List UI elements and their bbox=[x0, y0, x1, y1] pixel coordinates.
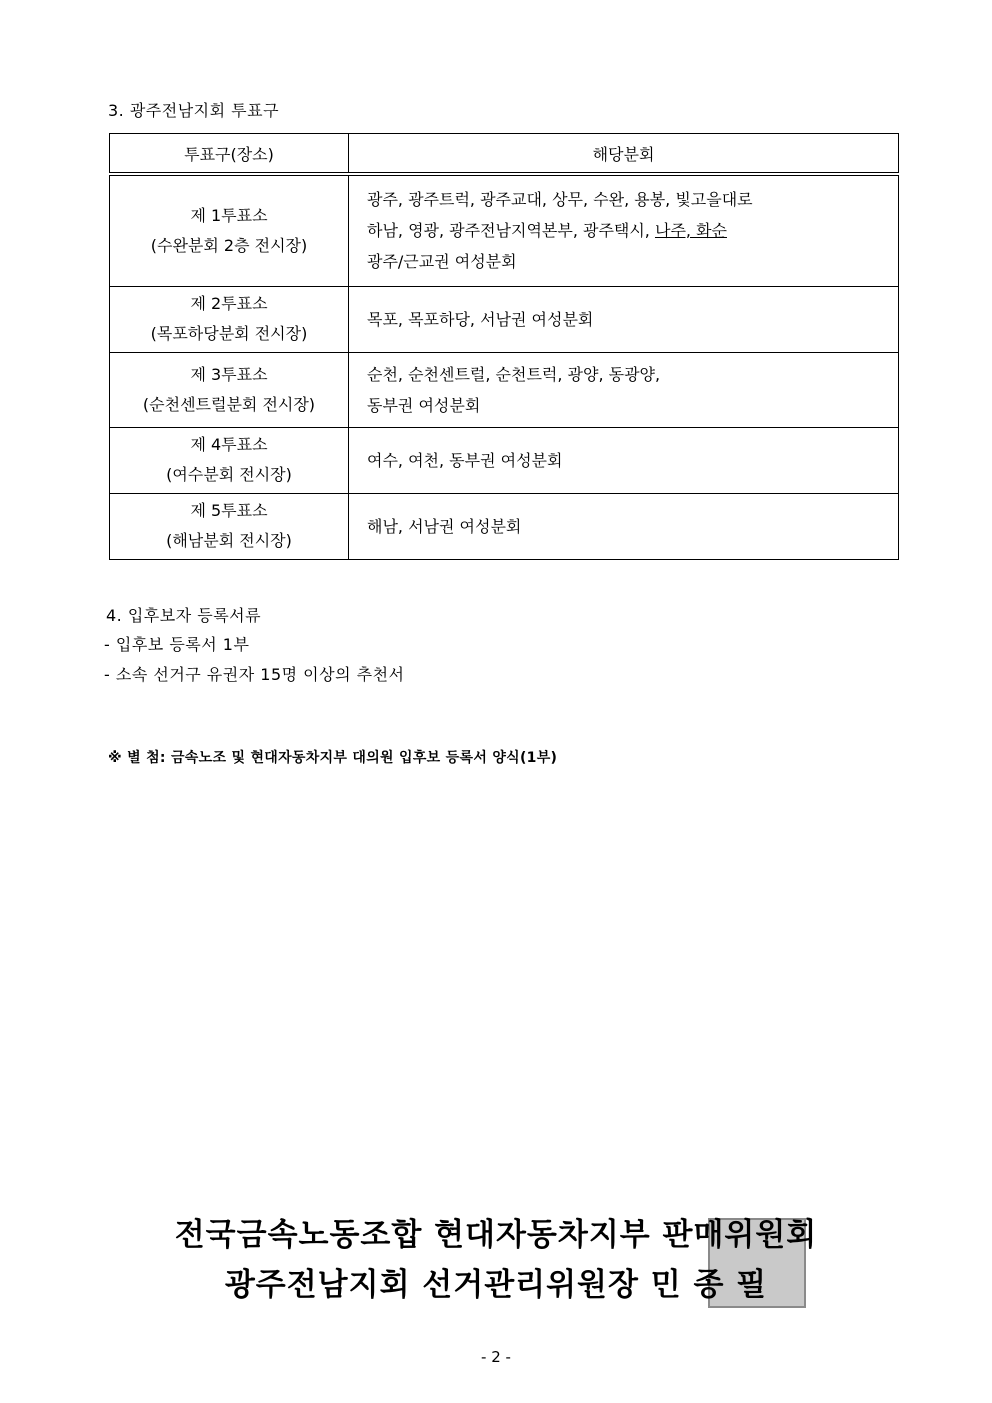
polling-station-cell bbox=[110, 427, 349, 493]
table-row bbox=[110, 286, 899, 352]
polling-station-name: 제 3투표소 bbox=[190, 364, 268, 384]
branch-line: 동부권 여성분회 bbox=[367, 395, 481, 415]
signature-line-1: 전국금속노동조합 현대자동차지부 판매위원회 bbox=[174, 1217, 818, 1253]
branch-line: 해남, 서남권 여성분회 bbox=[367, 516, 522, 536]
polling-station-cell bbox=[110, 174, 349, 286]
branch-line: 하남, 영광, 광주전남지역본부, 광주택시, bbox=[367, 221, 655, 241]
polling-station-location: (순천센트럴분회 전시장) bbox=[142, 394, 316, 414]
table-row bbox=[110, 352, 899, 427]
branch-line-group bbox=[367, 215, 880, 246]
polling-station-name: 제 1투표소 bbox=[190, 205, 268, 225]
polling-station-cell bbox=[110, 352, 349, 427]
signature-line-2: 광주전남지회 선거관리위원장 민 종 필 bbox=[224, 1267, 768, 1303]
branch-list-cell bbox=[349, 174, 899, 286]
required-document-item: - 입후보 등록서 1부 bbox=[104, 635, 250, 654]
branch-line: 광주, 광주트럭, 광주교대, 상무, 수완, 용봉, 빛고을대로 bbox=[367, 190, 753, 210]
branch-line: 여수, 여천, 동부권 여성분회 bbox=[367, 450, 563, 470]
polling-station-location: (여수분회 전시장) bbox=[166, 465, 292, 484]
branch-list-cell bbox=[349, 427, 899, 493]
header-place: 투표구(장소) bbox=[110, 134, 349, 175]
branch-list-cell bbox=[349, 352, 899, 427]
header-branch: 해당분회 bbox=[349, 134, 899, 175]
branch-line: 순천, 순천센트럴, 순천트럭, 광양, 동광양, bbox=[367, 364, 661, 384]
branch-line: 광주/근교권 여성분회 bbox=[367, 252, 517, 272]
polling-station-location: (수완분회 2층 전시장) bbox=[150, 235, 308, 255]
polling-station-name: 제 2투표소 bbox=[190, 294, 268, 313]
section-4-title: 4. 입후보자 등록서류 bbox=[106, 606, 262, 625]
table-row bbox=[110, 493, 899, 559]
polling-station-cell bbox=[110, 493, 349, 559]
table-row bbox=[110, 174, 899, 286]
polling-station-location: (해남분회 전시장) bbox=[166, 531, 292, 550]
polling-station-name: 제 5투표소 bbox=[190, 501, 268, 520]
branch-list-cell bbox=[349, 286, 899, 352]
table-row bbox=[110, 427, 899, 493]
branch-underlined: 나주, 화순 bbox=[654, 221, 727, 241]
polling-station-cell bbox=[110, 286, 349, 352]
page-number: - 2 - bbox=[481, 1348, 511, 1366]
branch-list-cell bbox=[349, 493, 899, 559]
polling-station-location: (목포하당분회 전시장) bbox=[150, 324, 308, 343]
section-3-title: 3. 광주전남지회 투표구 bbox=[108, 101, 280, 120]
required-document-item: - 소속 선거구 유권자 15명 이상의 추천서 bbox=[104, 665, 405, 684]
attachment-note: ※ 별 첨: 금속노조 및 현대자동차지부 대의원 입후보 등록서 양식(1부) bbox=[108, 750, 558, 766]
branch-line: 목포, 목포하당, 서남권 여성분회 bbox=[367, 309, 594, 329]
polling-station-name: 제 4투표소 bbox=[190, 435, 268, 454]
table-header-row bbox=[110, 134, 899, 175]
polling-station-table bbox=[109, 133, 899, 560]
